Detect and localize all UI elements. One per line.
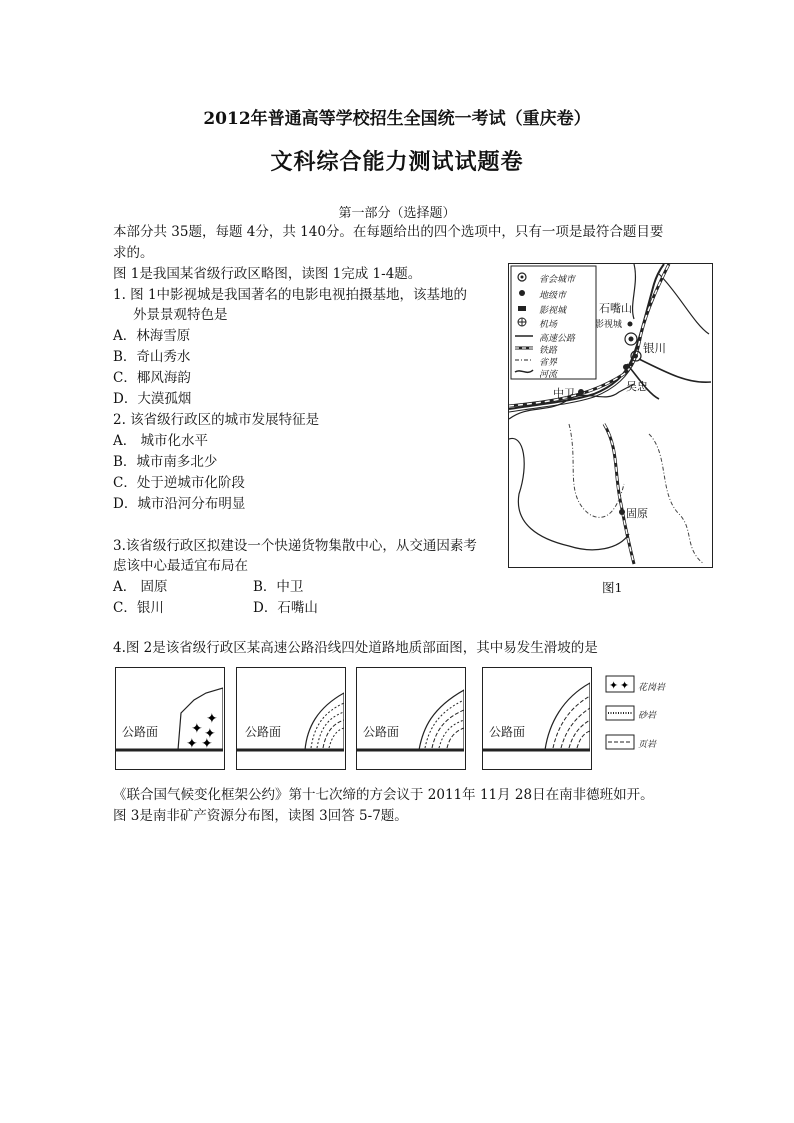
- part-heading: 第一部分（选择题）: [338, 206, 456, 221]
- panel-c-drawing: [357, 668, 464, 768]
- svg-text:✦: ✦: [204, 726, 216, 742]
- panel-b-road-label: 公路面: [245, 725, 282, 739]
- svg-text:✦: ✦: [186, 736, 198, 752]
- q1-stem-line-2: 外景景观特色是: [133, 307, 228, 323]
- q1-option-d: D．大漠孤烟: [113, 391, 192, 407]
- city-yinchuan: 银川: [643, 341, 666, 355]
- outro-line-1: 《联合国气候变化框架公约》第十七次缔的方会议于 2011年 11月 28日在南非德班如开。: [113, 787, 654, 803]
- map-legend-prefecture: 地级市: [539, 291, 567, 301]
- exam-subtitle: 文科综合能力测试试题卷: [270, 149, 524, 175]
- exam-title: 2012年普通高等学校招生全国统一考试（重庆卷）: [203, 109, 591, 129]
- q1-option-a: A．林海雪原: [113, 328, 191, 344]
- q3-option-b: B．中卫: [253, 579, 304, 595]
- q3-option-a: A． 固原: [113, 579, 168, 595]
- q1-stem-line-1: 1. 图 1中影视城是我国著名的电影电视拍摄基地，该基地的: [113, 287, 468, 303]
- figure-2-panel-c: [356, 667, 466, 770]
- svg-text:✦: ✦: [201, 736, 213, 752]
- city-zhongwei: 中卫: [553, 387, 575, 400]
- q2-option-d: D．城市沿河分布明显: [113, 496, 246, 512]
- map-legend-capital: 省会城市: [539, 275, 576, 285]
- rock-legend-sandstone: 砂岩: [638, 711, 657, 721]
- figure-2-panel-b: [236, 667, 346, 770]
- q1-option-b: B．奇山秀水: [113, 349, 191, 365]
- map-legend-river: 河流: [539, 370, 558, 380]
- q3-stem-line-2: 虑该中心最适宜布局在: [113, 558, 248, 574]
- q2-option-a: A． 城市化水平: [113, 433, 209, 449]
- intro-line-3: 图 1是我国某省级行政区略图，读图 1完成 1-4题。: [113, 266, 422, 282]
- svg-text:✦: ✦: [609, 679, 619, 692]
- map-legend-border: 省界: [539, 358, 558, 368]
- figure-2-panel-a: [115, 667, 225, 770]
- map-legend-airport: 机场: [539, 320, 558, 330]
- map-legend-railway: 铁路: [539, 346, 558, 356]
- rock-legend-shale: 页岩: [638, 740, 657, 750]
- outro-line-2: 图 3是南非矿产资源分布图，读图 3回答 5-7题。: [113, 808, 408, 824]
- svg-text:✦: ✦: [620, 679, 630, 692]
- map-legend-highway: 高速公路: [539, 334, 576, 344]
- city-guyuan: 固原: [626, 507, 648, 520]
- panel-a-road-label: 公路面: [122, 725, 159, 739]
- q2-stem: 2. 该省级行政区的城市发展特征是: [113, 412, 320, 428]
- panel-b-drawing: [237, 668, 344, 768]
- q3-stem-line-1: 3.该省级行政区拟建设一个快递货物集散中心，从交通因素考: [113, 538, 477, 554]
- panel-c-road-label: 公路面: [363, 725, 400, 739]
- figure-1-caption: 图1: [602, 580, 623, 595]
- q2-option-c: C．处于逆城市化阶段: [113, 475, 245, 491]
- q3-option-d: D．石嘴山: [253, 600, 318, 616]
- svg-text:✦: ✦: [191, 721, 203, 737]
- map-legend-film-city: 影视城: [539, 306, 567, 316]
- rock-legend-swatches: [605, 675, 635, 755]
- city-wuzhong: 吴忠: [626, 380, 648, 393]
- figure-1-map: [508, 263, 713, 568]
- q2-option-b: B．城市南多北少: [113, 454, 218, 470]
- q1-option-c: C．椰风海韵: [113, 370, 191, 386]
- q4-stem: 4.图 2是该省级行政区某高速公路沿线四处道路地质部面图，其中易发生滑坡的是: [113, 640, 598, 656]
- city-film-city: 影视城: [595, 320, 623, 330]
- figure-2-panel-d: [482, 667, 592, 770]
- intro-line-2: 求的。: [113, 245, 154, 261]
- city-shizuishan: 石嘴山: [599, 302, 632, 315]
- svg-text:✦: ✦: [206, 711, 218, 727]
- panel-a-drawing: [116, 668, 223, 768]
- rock-legend-granite: 花岗岩: [638, 683, 666, 693]
- panel-d-road-label: 公路面: [489, 725, 526, 739]
- panel-d-drawing: [483, 668, 590, 768]
- q3-option-c: C．银川: [113, 600, 164, 616]
- intro-line-1: 本部分共 35题，每题 4分，共 140分。在每题给出的四个选项中，只有一项是最符合题目要: [113, 224, 664, 240]
